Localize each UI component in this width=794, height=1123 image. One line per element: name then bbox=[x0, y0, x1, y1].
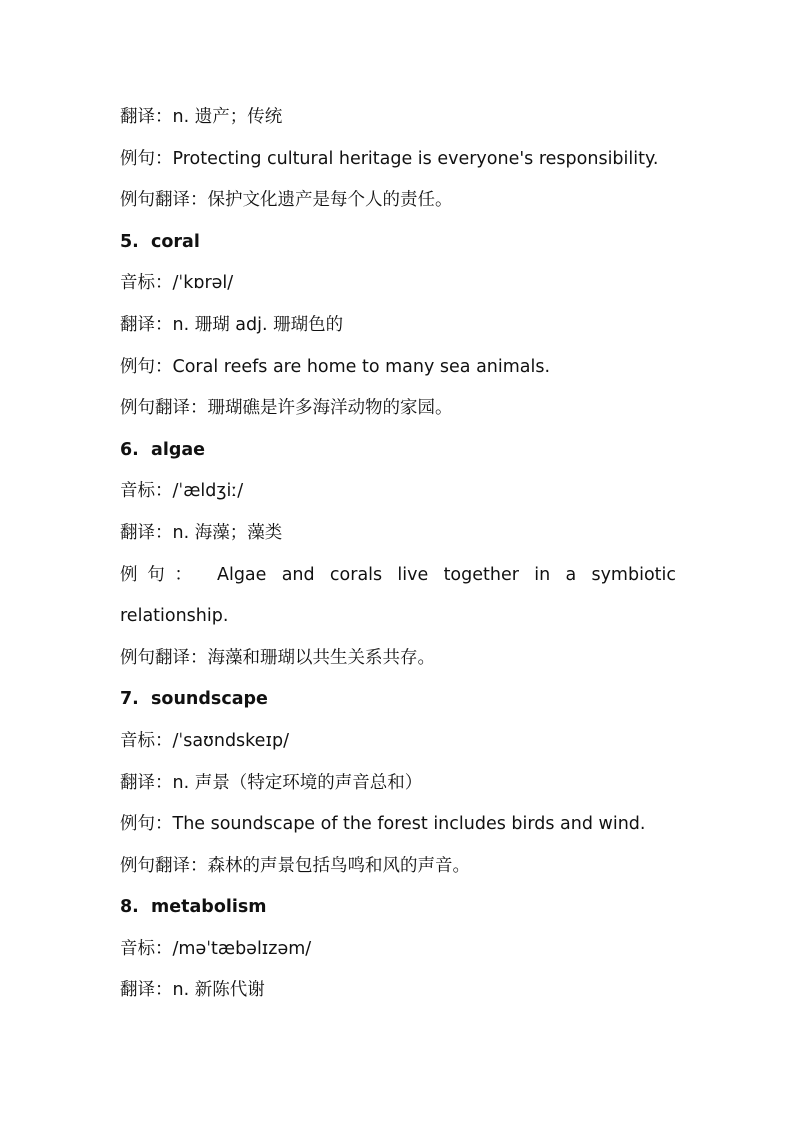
phonetic-label: 音标： bbox=[120, 730, 173, 751]
example-line-wrapped bbox=[120, 555, 676, 597]
meaning-text: n. 珊瑚 adj. 珊瑚色的 bbox=[172, 314, 344, 335]
meaning-line bbox=[120, 763, 676, 805]
example-text: Protecting cultural heritage is everyone's responsibility. bbox=[172, 148, 659, 169]
example-translation-line bbox=[120, 388, 676, 430]
phonetic-line bbox=[120, 471, 676, 513]
phonetic-text: /məˈtæbəlɪzəm/ bbox=[172, 938, 312, 959]
example-translation-text: 保护文化遗产是每个人的责任。 bbox=[207, 190, 453, 211]
meaning-text: n. 遗产；传统 bbox=[172, 107, 283, 127]
meaning-label: 翻译： bbox=[120, 107, 173, 127]
phonetic-line bbox=[120, 929, 676, 971]
example-label: 例句： bbox=[120, 564, 202, 585]
phonetic-text: /ˈældʒiː/ bbox=[172, 481, 244, 502]
phonetic-line bbox=[120, 721, 676, 763]
entry-heading bbox=[120, 887, 676, 929]
example-translation-text: 珊瑚礁是许多海洋动物的家园。 bbox=[207, 398, 453, 419]
entry-word: coral bbox=[151, 231, 200, 252]
meaning-label: 翻译： bbox=[120, 980, 173, 1001]
example-translation-line bbox=[120, 638, 676, 680]
entry-heading bbox=[120, 430, 676, 472]
meaning-line bbox=[120, 970, 676, 1012]
example-label: 例句： bbox=[120, 356, 173, 377]
example-translation-label: 例句翻译： bbox=[120, 398, 208, 419]
example-label: 例句： bbox=[120, 148, 173, 169]
meaning-line bbox=[120, 97, 676, 139]
phonetic-text: /ˈkɒrəl/ bbox=[172, 273, 234, 294]
entry-number: 6. bbox=[120, 439, 139, 460]
entry-heading bbox=[120, 222, 676, 264]
example-text: Coral reefs are home to many sea animals. bbox=[172, 356, 551, 377]
meaning-label: 翻译： bbox=[120, 772, 173, 793]
example-translation-line bbox=[120, 180, 676, 222]
example-translation-label: 例句翻译： bbox=[120, 647, 208, 668]
example-translation-label: 例句翻译： bbox=[120, 855, 208, 876]
example-line bbox=[120, 139, 676, 181]
phonetic-text: /ˈsaʊndskeɪp/ bbox=[172, 730, 289, 751]
entry-heading bbox=[120, 679, 676, 721]
meaning-text: n. 新陈代谢 bbox=[172, 980, 265, 1001]
meaning-text: n. 海藻；藻类 bbox=[172, 522, 283, 543]
example-translation-line bbox=[120, 846, 676, 888]
meaning-text: n. 声景（特定环境的声音总和） bbox=[172, 772, 423, 793]
entry-number: 8. bbox=[120, 897, 139, 918]
meaning-line bbox=[120, 305, 676, 347]
meaning-label: 翻译： bbox=[120, 314, 173, 335]
entry-number: 5. bbox=[120, 231, 139, 252]
example-line-continuation bbox=[120, 596, 676, 638]
example-translation-text: 海藻和珊瑚以共生关系共存。 bbox=[207, 647, 435, 668]
vocabulary-list bbox=[120, 97, 676, 1012]
entry-number: 7. bbox=[120, 689, 139, 710]
example-translation-label: 例句翻译： bbox=[120, 190, 208, 211]
example-line bbox=[120, 347, 676, 389]
meaning-line bbox=[120, 513, 676, 555]
phonetic-line bbox=[120, 263, 676, 305]
phonetic-label: 音标： bbox=[120, 938, 173, 959]
example-line bbox=[120, 804, 676, 846]
example-translation-text: 森林的声景包括鸟鸣和风的声音。 bbox=[207, 855, 470, 876]
meaning-label: 翻译： bbox=[120, 522, 173, 543]
example-label: 例句： bbox=[120, 814, 173, 835]
phonetic-label: 音标： bbox=[120, 481, 173, 502]
phonetic-label: 音标： bbox=[120, 273, 173, 294]
example-text: The soundscape of the forest includes birds and wind. bbox=[172, 814, 646, 835]
example-text: Algae and corals live together in a symbiotic bbox=[216, 564, 676, 585]
example-text-continuation: relationship. bbox=[120, 606, 229, 627]
entry-word: metabolism bbox=[151, 897, 267, 918]
entry-word: algae bbox=[151, 439, 206, 460]
entry-word: soundscape bbox=[151, 689, 268, 710]
